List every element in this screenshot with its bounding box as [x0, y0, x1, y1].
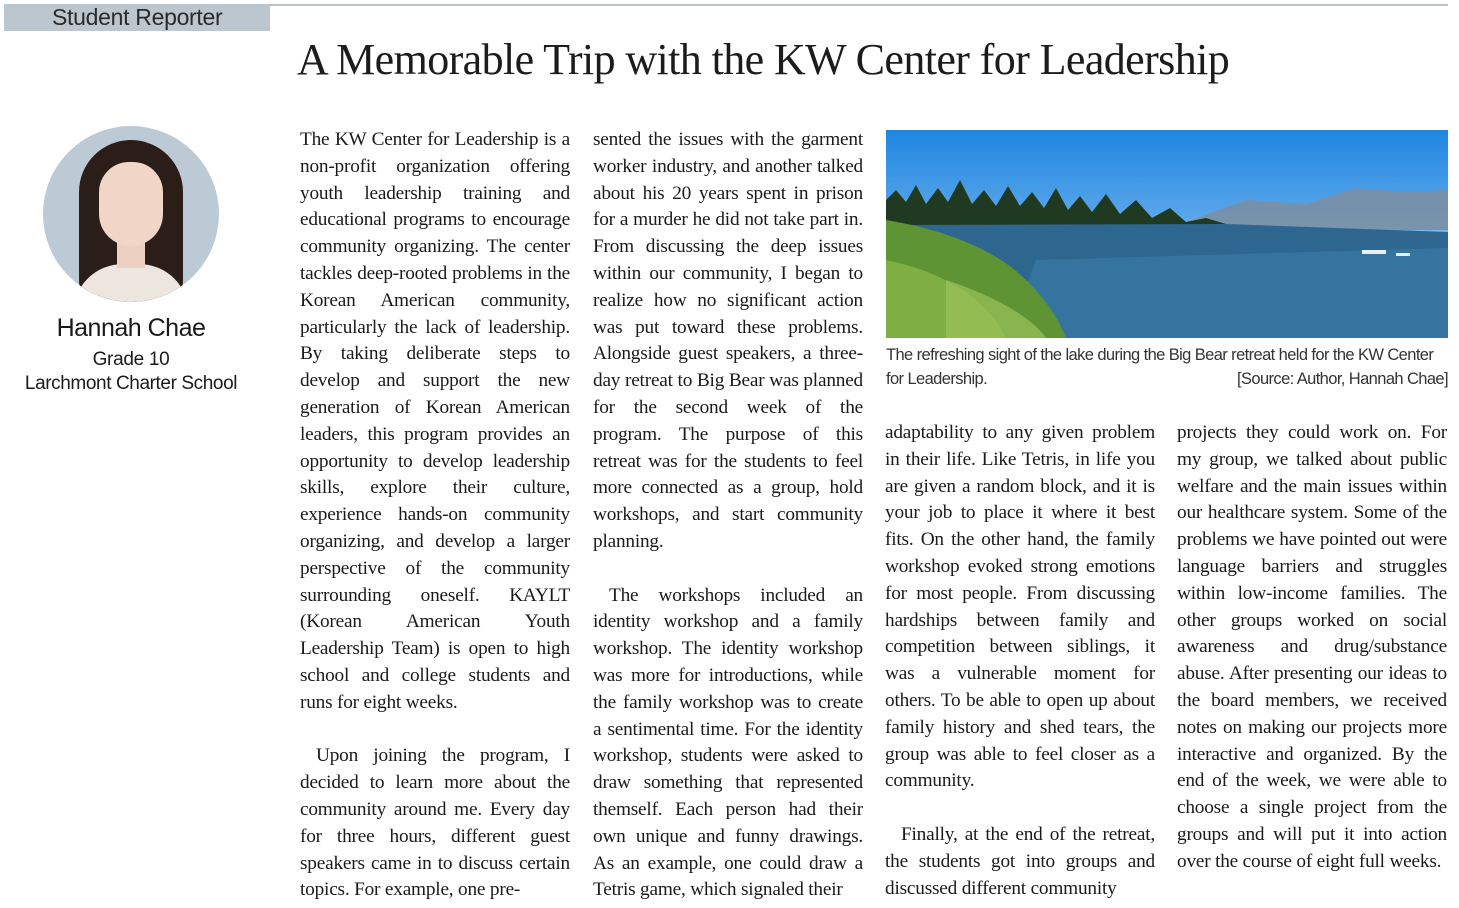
photo-caption: The refreshing sight of the lake during the Big Bear retreat held for the KW Center for Leadership. [886, 346, 1434, 388]
photo-credit: [Source: Author, Hannah Chae] [1236, 370, 1448, 388]
article-paragraph: The workshops included an identity workshop and a family workshop. The identity workshop was more for introductions, while the family workshop was to create a sentimental time. For the identity workshop, students were asked to draw something that represented themself. Each person had their own unique and funny drawings. As an example, one could draw a Tetris game, which signaled their [593, 584, 863, 901]
article-paragraph: Upon joining the program, I decided to learn more about the community around me. Every day for three hours, different guest speakers came in to discuss certain topics. For example, one pre- [300, 745, 570, 901]
article-paragraph: The KW Center for Leadership is a non-profit organization offering youth leadership training and educational programs to encourage community organizing. The center tackles deep-rooted problems in the Korean American community, particularly the lack of leadership. By taking deliberate steps to develop and support the new generation of Korean American leaders, this program provides an opportunity to develop leadership skills, explore their culture, experience hands-on community organizing, and develop a larger perspective of the community surrounding oneself. KAYLT (Korean American Youth Leadership Team) is open to high school and college students and runs for eight weeks. [300, 129, 570, 713]
article-column-4 [1177, 420, 1447, 876]
photo-caption-block [886, 343, 1448, 391]
article-paragraph: sented the issues with the garment worker industry, and another talked about his 20 years spent in prison for a murder he did not take part in. From discussing the deep issues within our community, I began to realize how no significant action was put toward these problems. Alongside guest speakers, a three-day retreat to Big Bear was planned for the second week of the program. The purpose of this retreat was for the students to feel more connected as a group, hold workshops, and start community planning. [593, 129, 863, 552]
article-paragraph: projects they could work on. For my group, we talked about public welfare and the main issues within our healthcare system. Some of the problems we have pointed out were language barriers and struggles within low-income families. The other groups worked on social awareness and drug/substance abuse. After presenting our ideas to the board members, we received notes on making our projects more interactive and organized. By the end of the week, we were able to choose a single project from the groups and will put it into action over the course of eight full weeks. [1177, 422, 1447, 872]
article-paragraph: Finally, at the end of the retreat, the students got into groups and discussed different community [885, 823, 1155, 899]
author-block [0, 126, 262, 395]
author-name: Hannah Chae [56, 314, 206, 342]
article-paragraph: adaptability to any given problem in their life. Like Tetris, in life you are given a random block, and it is your job to place it where it best fits. On the other hand, the family workshop evoked strong emotions for most people. From discussing hardships between family and competition between siblings, it was a vulnerable moment for others. To be able to open up about family history and shed tears, the group was able to feel closer as a community. [885, 422, 1155, 792]
author-grade: Grade 10 [92, 349, 170, 370]
lake-photo [886, 130, 1448, 338]
article-column-2 [593, 127, 863, 904]
section-label: Student Reporter [4, 4, 270, 31]
top-rule [270, 4, 1448, 6]
lake-photo-illustration [886, 130, 1448, 338]
headline: A Memorable Trip with the KW Center for Leadership [297, 35, 1230, 84]
article-column-1 [300, 127, 570, 904]
avatar [43, 126, 219, 302]
author-school: Larchmont Charter School [24, 373, 238, 394]
article-column-3 [885, 420, 1155, 902]
